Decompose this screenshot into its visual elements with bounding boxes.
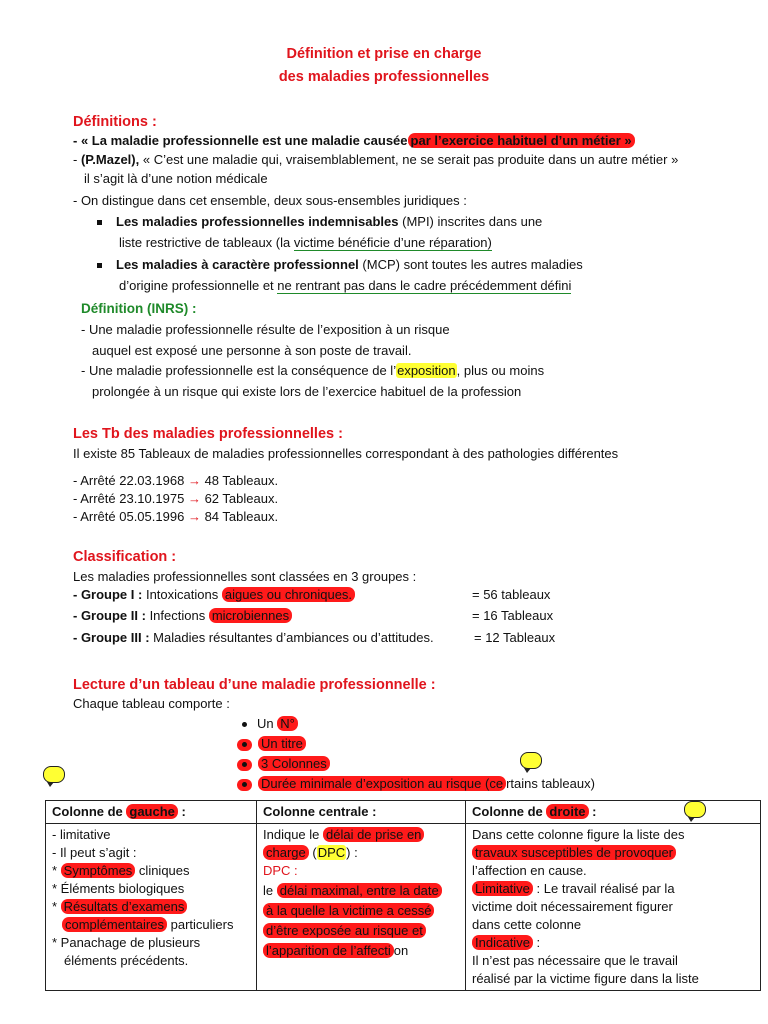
definition-line-1 — [73, 133, 635, 148]
cell-line: DPC : — [263, 863, 298, 878]
arrow-right-icon: → — [187, 491, 201, 506]
dash: - — [73, 152, 81, 167]
cell-gauche — [46, 824, 257, 991]
groupe-text: Infections — [145, 608, 209, 623]
cell-line: Indique le délai de prise en — [263, 826, 459, 844]
underline-reparation: victime bénéficie d’une réparation) — [293, 235, 492, 250]
inrs-line-2: auquel est exposé une personne à son poste de travail. — [92, 343, 412, 358]
classification-heading: Classification : — [73, 549, 177, 565]
groupe-1 — [73, 587, 355, 602]
cell-line: éléments précédents. — [64, 953, 189, 968]
lecture-item-3 — [237, 756, 330, 771]
highlight-gauche: gauche — [126, 804, 178, 819]
inrs-line-1: - Une maladie professionnelle résulte de l’exposition à un risque — [81, 322, 450, 337]
tb-item-3 — [73, 509, 278, 524]
cell-line: complémentaires particuliers — [52, 916, 250, 934]
cell-line: Il n’est pas nécessaire que le travail — [472, 953, 678, 968]
bullet-mcp-line2 — [119, 278, 571, 293]
cell-line: Limitative : Le travail réalisé par la — [472, 880, 754, 898]
cell-line: dans cette colonne — [472, 917, 582, 932]
page-title-line1: Définition et prise en charge — [286, 46, 482, 62]
highlight-exposition: exposition — [397, 363, 456, 378]
definition-text: - « La maladie professionnelle est une maladie causée — [73, 133, 408, 148]
groupe-text: Intoxications — [142, 587, 222, 602]
table-header-row — [46, 801, 761, 824]
bullet-icon — [242, 722, 247, 727]
groupe-label: - Groupe III : — [73, 630, 150, 645]
lecture-item-1 — [242, 716, 298, 731]
definition-line-2 — [73, 152, 678, 167]
cell-line: * Éléments biologiques — [52, 881, 185, 896]
bullet-icon — [237, 739, 252, 751]
highlight-numero: N° — [277, 716, 298, 731]
highlight-delai-maximal: délai maximal, entre la date — [277, 883, 442, 898]
mpi-text-2: liste restrictive de tableaux (la — [119, 235, 294, 250]
arrete-date: - Arrêté 05.05.1996 — [73, 509, 185, 524]
highlight-dpc: DPC — [317, 845, 346, 860]
highlight-charge: charge — [263, 845, 309, 860]
classification-intro: Les maladies professionnelles sont classées en 3 groupes : — [73, 569, 417, 584]
mpi-title: Les maladies professionnelles indemnisables — [116, 214, 399, 229]
highlight-delai: délai de prise en — [323, 827, 424, 842]
lecture-item-2 — [237, 736, 306, 751]
highlight-symptomes: Symptômes — [61, 863, 136, 878]
bullet-icon — [237, 759, 252, 771]
groupe-2 — [73, 608, 292, 623]
square-bullet-icon — [97, 263, 102, 268]
quote-mazel: « C’est une maladie qui, vraisemblablement, ne se serait pas produite dans un autre métier » — [139, 152, 679, 167]
arrete-date: - Arrêté 22.03.1968 — [73, 473, 185, 488]
mpi-text: (MPI) inscrites dans une — [398, 214, 543, 229]
square-bullet-icon — [97, 220, 102, 225]
cell-line: - Il peut s’agit : — [52, 845, 137, 860]
definition-line-3: il s’agit là d’une notion médicale — [84, 171, 268, 186]
cell-line: Dans cette colonne figure la liste des — [472, 827, 685, 842]
highlight-resultats: Résultats d’examens — [61, 899, 188, 914]
cell-line: * Symptômes cliniques — [52, 863, 190, 878]
highlight-limitative: Limitative — [472, 881, 533, 896]
cell-line: Indicative : — [472, 934, 754, 952]
lecture-heading: Lecture d’un tableau d’une maladie professionnelle : — [73, 677, 436, 693]
groupe-1-count: = 56 tableaux — [472, 587, 551, 602]
cell-line — [472, 844, 754, 862]
arrow-right-icon: → — [187, 509, 201, 524]
groupe-2-count: = 16 Tableaux — [472, 608, 554, 623]
cell-line: l’affection en cause. — [472, 863, 587, 878]
highlight-duree: Durée minimale d’exposition au risque (ce — [258, 776, 506, 791]
cell-line: d’être exposée au risque et — [263, 922, 459, 940]
groupe-label: - Groupe I : — [73, 587, 143, 602]
mcp-text-2: d’origine professionnelle et — [119, 278, 278, 293]
comment-icon[interactable] — [43, 766, 65, 783]
inrs-heading: Définition (INRS) : — [81, 301, 197, 316]
arrete-count: 48 Tableaux. — [204, 473, 279, 488]
highlight-microbiennes: microbiennes — [209, 608, 292, 623]
lecture-item-4 — [237, 776, 595, 791]
bullet-icon — [237, 779, 252, 791]
cell-line: * Résultats d’examens — [52, 898, 250, 916]
table-row — [46, 824, 761, 991]
comment-icon[interactable] — [520, 752, 542, 769]
tb-item-2 — [73, 491, 278, 506]
groupe-label: - Groupe II : — [73, 608, 146, 623]
bullet-mpi — [97, 214, 542, 229]
header-gauche: Colonne de gauche : — [46, 801, 257, 824]
lecture-intro: Chaque tableau comporte : — [73, 696, 230, 711]
cell-line: réalisé par la victime figure dans la liste — [472, 971, 699, 986]
arrete-date: - Arrêté 23.10.1975 — [73, 491, 185, 506]
inrs-text-end: , plus ou moins — [456, 363, 545, 378]
author-mazel: (P.Mazel), — [80, 152, 140, 167]
highlight-aigues: aigues ou chroniques. — [222, 587, 355, 602]
highlight-exercice: par l’exercice habituel d’un métier » — [408, 133, 635, 148]
cell-line: victime doit nécessairement figurer — [472, 899, 673, 914]
definitions-heading: Définitions : — [73, 114, 157, 130]
groupe-3 — [73, 630, 434, 645]
highlight-indicative: Indicative — [472, 935, 533, 950]
page-title-line2: des maladies professionnelles — [278, 69, 490, 85]
definition-line-4: - On distingue dans cet ensemble, deux sous-ensembles juridiques : — [73, 193, 467, 208]
highlight-complementaires: complémentaires — [62, 917, 167, 932]
arrete-count: 84 Tableaux. — [204, 509, 279, 524]
cell-line: * Panachage de plusieurs — [52, 935, 201, 950]
mcp-text: (MCP) sont toutes les autres maladies — [358, 257, 583, 272]
cell-line: le délai maximal, entre la date — [263, 882, 459, 900]
bullet-mcp — [97, 257, 583, 272]
tb-intro: Il existe 85 Tableaux de maladies professionnelles correspondant à des pathologies différentes — [73, 446, 619, 461]
item-text: rtains tableaux) — [506, 776, 595, 791]
cell-centrale — [257, 824, 466, 991]
bullet-mpi-line2 — [119, 235, 492, 250]
arrow-right-icon: → — [187, 473, 201, 488]
mcp-title: Les maladies à caractère professionnel — [116, 257, 359, 272]
maladie-table — [45, 800, 761, 991]
cell-line: - limitative — [52, 827, 111, 842]
cell-droite — [466, 824, 761, 991]
highlight-droite: droite — [546, 804, 588, 819]
cell-line: à la quelle la victime a cessé — [263, 902, 459, 920]
arrete-count: 62 Tableaux. — [204, 491, 279, 506]
cell-line: l’apparition de l’affecti on — [263, 942, 459, 960]
highlight-colonnes: 3 Colonnes — [258, 756, 330, 771]
cell-line: charge (DPC) : — [263, 844, 459, 862]
underline-cadre: ne rentrant pas dans le cadre précédemment défini — [277, 278, 572, 293]
inrs-line-4: prolongée à un risque qui existe lors de l’exercice habituel de la profession — [92, 384, 522, 399]
groupe-text: Maladies résultantes d’ambiances ou d’attitudes. — [149, 630, 434, 645]
header-droite: Colonne de droite : — [466, 801, 761, 824]
item-text: Un — [257, 716, 278, 731]
highlight-titre: Un titre — [258, 736, 306, 751]
tb-item-1 — [73, 473, 278, 488]
tb-heading: Les Tb des maladies professionnelles : — [73, 426, 343, 442]
groupe-3-count: = 12 Tableaux — [474, 630, 556, 645]
inrs-text: - Une maladie professionnelle est la conséquence de l’ — [81, 363, 397, 378]
highlight-travaux: travaux susceptibles de provoquer — [472, 845, 676, 860]
inrs-line-3 — [81, 363, 544, 378]
header-centrale: Colonne centrale : — [257, 801, 466, 824]
